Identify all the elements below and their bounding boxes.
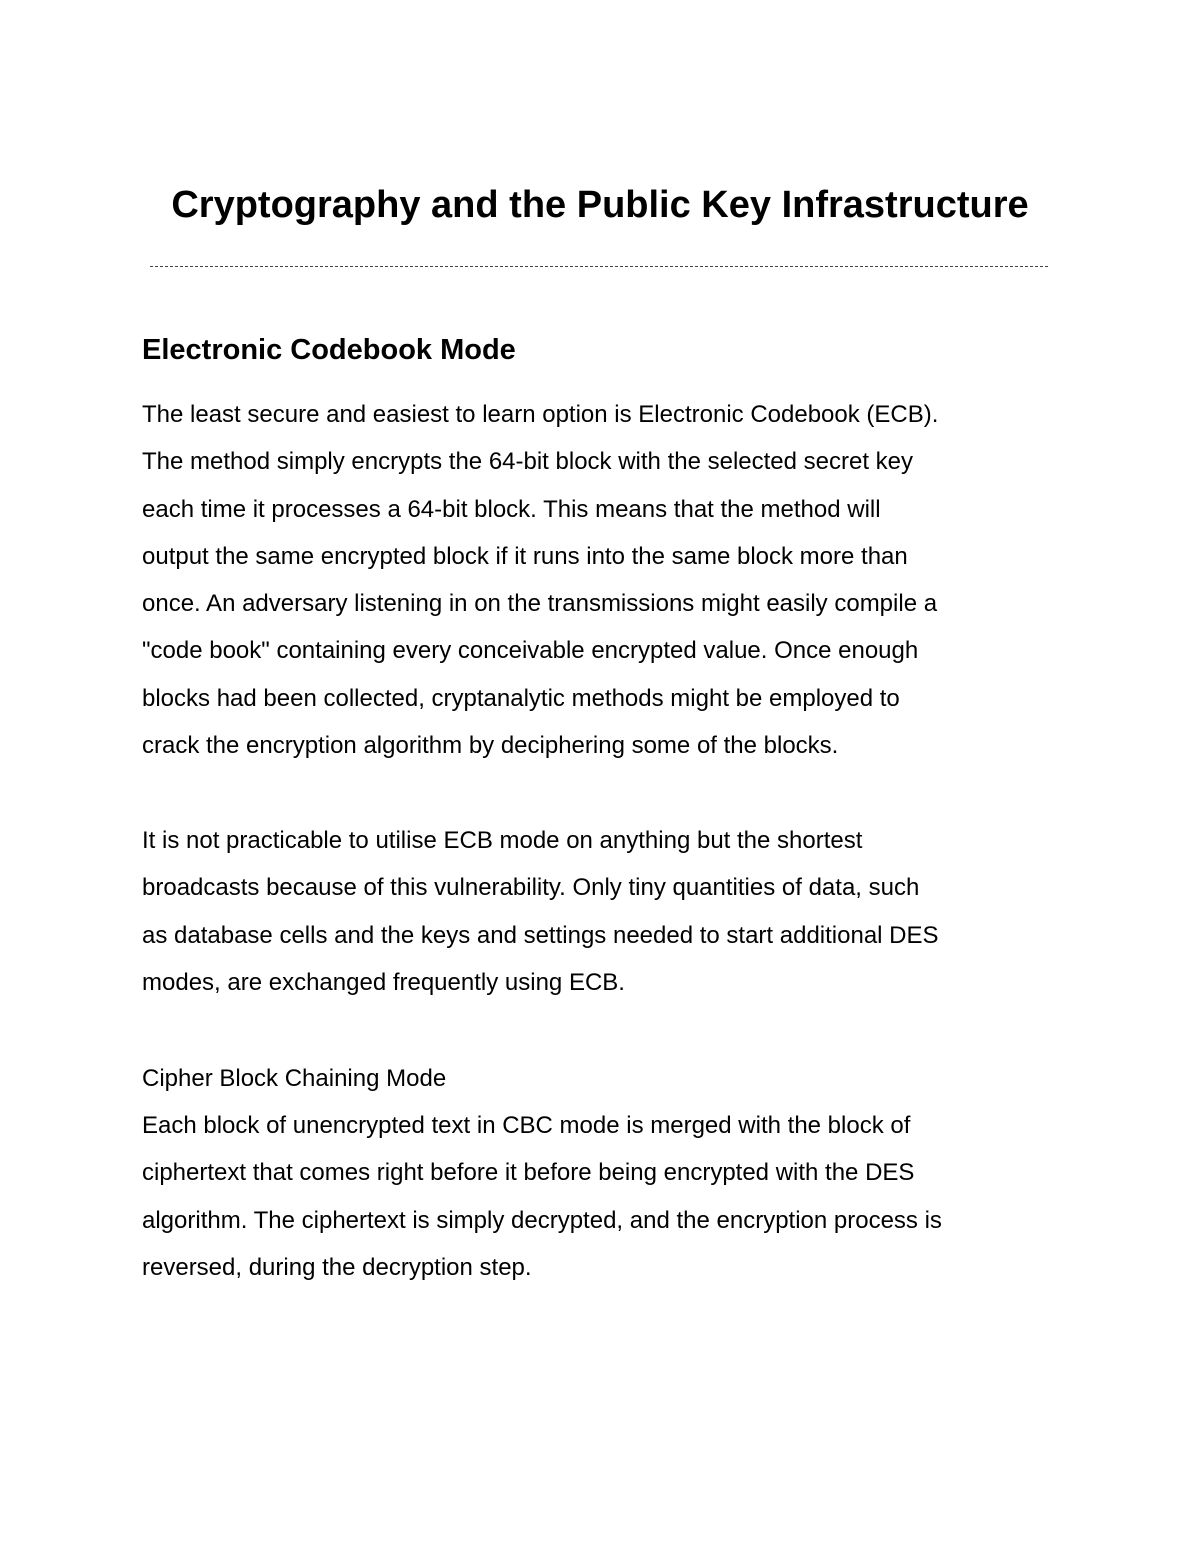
text-line: The least secure and easiest to learn option is Electronic Codebook (ECB). — [142, 401, 939, 428]
text-line: reversed, during the decryption step. — [142, 1253, 532, 1281]
text-line: The method simply encrypts the 64-bit block with the selected secret key — [142, 448, 914, 476]
text-line: blocks had been collected, cryptanalytic methods might be employed to — [142, 684, 900, 712]
document-title: Cryptography and the Public Key Infrastructure — [171, 184, 1029, 226]
text-line: crack the encryption algorithm by deciphering some of the blocks. — [142, 732, 839, 760]
text-line: algorithm. The ciphertext is simply decrypted, and the encryption process is — [142, 1206, 942, 1234]
text-line: Each block of unencrypted text in CBC mode is merged with the block of — [142, 1112, 911, 1139]
section-heading-cbc: Cipher Block Chaining Mode — [142, 1065, 447, 1092]
text-line: ciphertext that comes right before it before being encrypted with the DES — [142, 1159, 915, 1187]
paragraph-cbc-description — [142, 1102, 1082, 1291]
text-line: once. An adversary listening in on the transmissions might easily compile a — [142, 590, 938, 618]
text-line: as database cells and the keys and settings needed to start additional DES — [142, 921, 939, 949]
text-line: output the same encrypted block if it runs into the same block more than — [142, 542, 908, 570]
title-divider — [150, 266, 1048, 267]
paragraph-ecb-description — [142, 391, 1082, 769]
text-line: It is not practicable to utilise ECB mode on anything but the shortest — [142, 827, 863, 854]
text-line: "code book" containing every conceivable encrypted value. Once enough — [142, 637, 919, 665]
section-heading-ecb: Electronic Codebook Mode — [142, 334, 516, 366]
paragraph-ecb-limitations — [142, 817, 1082, 1006]
text-line: modes, are exchanged frequently using ECB. — [142, 968, 625, 996]
text-line: broadcasts because of this vulnerability. Only tiny quantities of data, such — [142, 874, 920, 902]
text-line: each time it processes a 64-bit block. This means that the method will — [142, 495, 881, 523]
